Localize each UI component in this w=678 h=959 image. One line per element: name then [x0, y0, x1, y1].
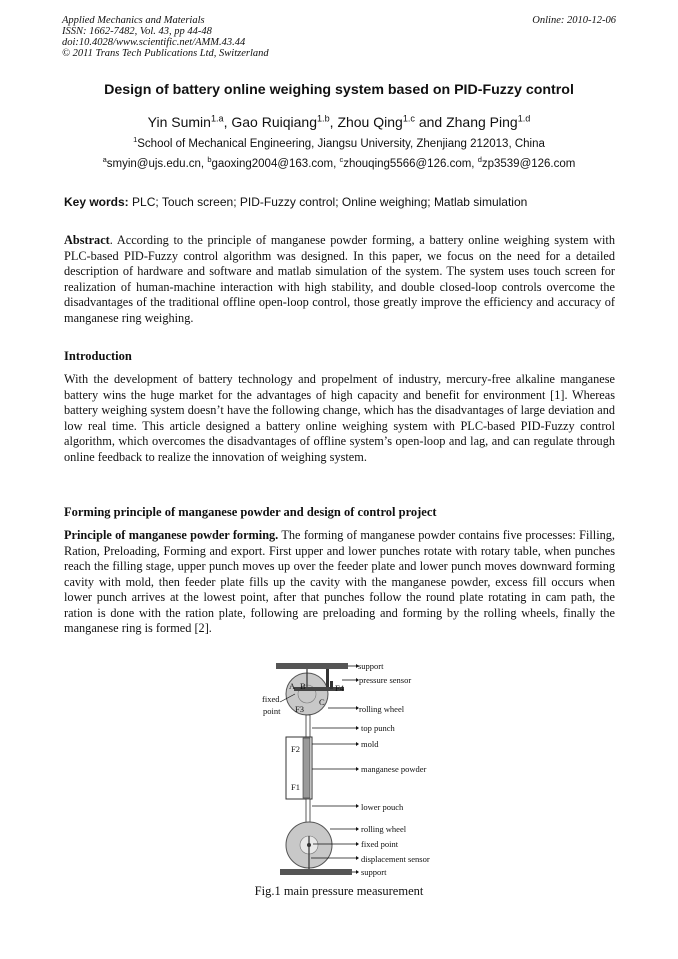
- svg-text:B: B: [300, 681, 306, 691]
- email-list: $^a$smyin@ujs.edu.cn, $^b$gaoxing2004@163.com, $^c$zhouqing5566@126.com, $^d$zp3539@126.com: [102, 155, 576, 170]
- svg-text:F2: F2: [291, 744, 300, 754]
- svg-text:C: C: [319, 697, 325, 707]
- label-pressure-sensor: pressure sensor: [359, 675, 412, 685]
- online-date: Online: 2010-12-06: [532, 15, 616, 26]
- label-lower-pouch: lower pouch: [361, 802, 404, 812]
- paper-title: Design of battery online weighing system based on PID-Fuzzy control: [104, 82, 574, 98]
- svg-text:F1: F1: [291, 782, 300, 792]
- top-punch: [306, 715, 310, 737]
- author-sup: 1.a: [210, 113, 224, 124]
- svg-text:point: point: [263, 706, 281, 716]
- email-address: gaoxing2004@163.com,: [211, 158, 340, 170]
- svg-text:F4: F4: [335, 683, 344, 693]
- abstract: [64, 233, 615, 326]
- pressure-measurement-figure: [250, 658, 450, 880]
- author-name: Gao Ruiqiang: [231, 114, 317, 130]
- author-sup: 1.b: [317, 113, 330, 124]
- manganese-powder: [303, 738, 310, 798]
- section2-body: The forming of manganese powder contains five processes: Filling, Ration, Preloading, Forming and export. First upper and lower punches rotate with rotary table, when punches reach the filling stage, upper punch moves up over the feeder plate and lower punch moves downward forming cavity with mold, then feeder plate fills up the cavity with the manganese powder, excess fill occurs when lower punch arrives at the lowest point, after that punches follow the round plate rotating in cam path, the ration is done with the ration plate, following are preloading and forming by the rolling wheels, finally the manganese ring is formed [2].: [64, 528, 615, 635]
- email-address: smyin@ujs.edu.cn,: [106, 158, 208, 170]
- author-name: Zhang Ping: [446, 114, 518, 130]
- label-support-top: support: [358, 661, 384, 671]
- author-list: Yin Sumin$^{1.a}$, Gao Ruiqiang$^{1.b}$, Zhou Qing$^{1.c}$ and Zhang Ping$^{1.d}$: [147, 113, 531, 130]
- section2-heading: Forming principle of manganese powder and design of control project: [64, 505, 437, 519]
- author-name: Zhou Qing: [337, 114, 403, 130]
- label-top-punch: top punch: [361, 723, 395, 733]
- issn-line: ISSN: 1662-7482, Vol. 43, pp 44-48: [62, 26, 212, 37]
- abstract-label: Abstract: [64, 233, 110, 247]
- email-address: zhouqing5566@126.com,: [343, 158, 478, 170]
- journal-name: Applied Mechanics and Materials: [62, 15, 205, 26]
- bottom-support-plate: [280, 869, 352, 875]
- author-sup: 1.c: [402, 113, 415, 124]
- author-name: Yin Sumin: [147, 114, 211, 130]
- keywords-text: PLC; Touch screen; PID-Fuzzy control; Online weighing; Matlab simulation: [128, 195, 528, 209]
- top-support-plate: [276, 663, 348, 669]
- label-rolling-wheel-top: rolling wheel: [359, 704, 405, 714]
- svg-text:F3: F3: [295, 704, 304, 714]
- label-fixed-point-bottom: fixed point: [361, 839, 399, 849]
- label-rolling-wheel-bottom: rolling wheel: [361, 824, 407, 834]
- label-manganese-powder: manganese powder: [361, 764, 427, 774]
- affiliation: $^1$School of Mechanical Engineering, Jiangsu University, Zhenjiang 212013, China: [133, 135, 545, 150]
- label-displacement-sensor: displacement sensor: [361, 854, 430, 864]
- introduction-heading: Introduction: [64, 349, 132, 363]
- introduction-text: With the development of battery technology and propelment of industry, mercury-free alkaline manganese battery wins the huge market for the advantages of high capacity and benefit for environment [1]. Whereas battery weighing system doesn’t have the following change, which has the disadvantages of large deviation and low real time. This article designed a battery online weighing system with PLC-based PID-Fuzzy control algorithm, which overcomes the disadvantages of offline system’s open-loop and lag, and can regulate through online feedback to realize the innovation of weighing system.: [64, 372, 615, 464]
- author-sup: 1.d: [517, 113, 531, 124]
- section2-subheading: Principle of manganese powder forming.: [64, 528, 279, 542]
- abstract-text: . According to the principle of manganese powder forming, a battery online weighing system with PLC-based PID-Fuzzy control algorithm was designed. In this paper, we focus on the need for a detailed description of hardware and software and matlab simulation of the system. The system uses touch screen for realization of human-machine interaction with high stability, and double closed-loop controls overcome the disadvantages of the traditional offline open-loop control, those greatly improve the efficiency and accuracy of manganese ring weighing.: [64, 233, 615, 325]
- label-fixed-point-left: fixed: [262, 694, 280, 704]
- section2-text: [64, 528, 615, 637]
- figure-caption: Fig.1 main pressure measurement: [254, 884, 424, 898]
- keywords-label: Key words:: [64, 195, 129, 209]
- svg-text:A: A: [289, 681, 296, 691]
- email-address: zp3539@126.com: [481, 158, 576, 170]
- label-support-bottom: support: [361, 867, 387, 877]
- copyright-line: © 2011 Trans Tech Publications Ltd, Switzerland: [62, 48, 269, 59]
- keywords: [64, 195, 624, 209]
- doi-line: doi:10.4028/www.scientific.net/AMM.43.44: [62, 37, 246, 48]
- label-mold: mold: [361, 739, 379, 749]
